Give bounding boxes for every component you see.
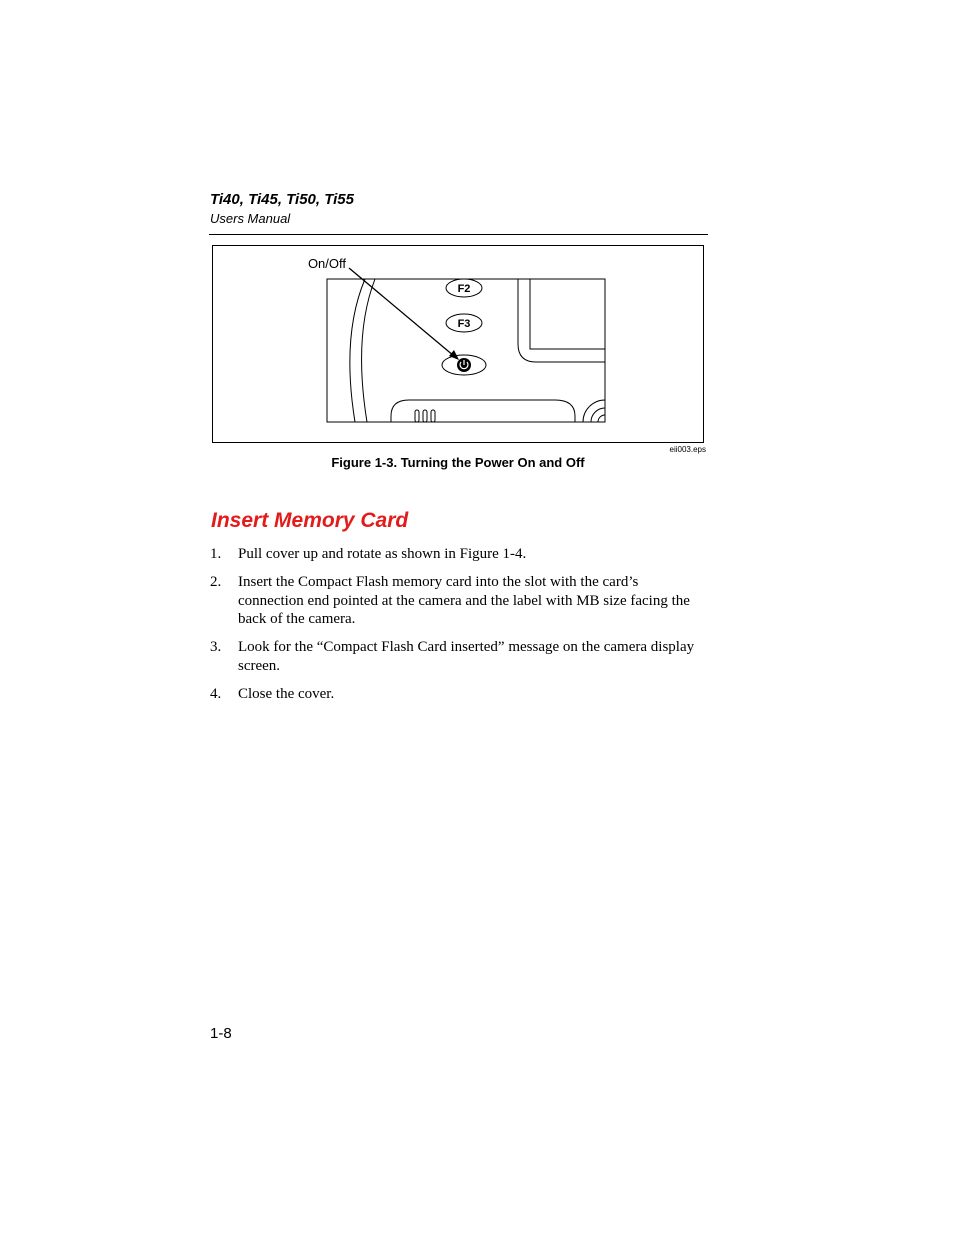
- step-text: Close the cover.: [238, 686, 335, 703]
- step-text: Insert the Compact Flash memory card into the slot with the card’s connection end pointed at the camera and the label with MB size facing the back of the camera.: [238, 574, 690, 628]
- camera-left-edge-inner: [362, 279, 375, 422]
- vent-slot: [431, 410, 435, 422]
- list-item: [210, 638, 700, 675]
- step-number: 1.: [210, 546, 222, 562]
- lens-arc: [598, 415, 605, 422]
- figure-camera-controls: [212, 245, 704, 443]
- list-item: [210, 545, 700, 564]
- step-number: 4.: [210, 686, 222, 703]
- step-number: 3.: [210, 639, 222, 656]
- f2-button-label: F2: [457, 283, 471, 295]
- figure-file-name: eii003.eps: [669, 445, 706, 454]
- steps-list: [210, 545, 700, 713]
- vent-slot: [423, 410, 427, 422]
- on-off-label: On/Off: [307, 256, 346, 271]
- callout-arrow: [349, 268, 454, 356]
- header-rule: [209, 234, 708, 235]
- figure-caption: Figure 1-3. Turning the Power On and Off: [331, 455, 585, 470]
- step-number: 2.: [210, 574, 222, 590]
- header-title: Ti40, Ti45, Ti50, Ti55: [210, 191, 354, 208]
- step-text: Look for the “Compact Flash Card inserted” message on the camera display screen.: [238, 639, 695, 675]
- f3-button-label: F3: [457, 318, 471, 330]
- vent-slot: [415, 410, 419, 422]
- screen: [530, 279, 605, 349]
- section-heading: Insert Memory Card: [211, 509, 409, 532]
- lens-arc: [583, 400, 605, 422]
- list-item: [210, 685, 700, 704]
- page-number: 1-8: [210, 1025, 232, 1042]
- screen-frame: [518, 279, 605, 362]
- list-item: [210, 573, 700, 629]
- header-subtitle: Users Manual: [210, 211, 291, 226]
- camera-left-edge: [350, 279, 365, 422]
- step-text: Pull cover up and rotate as shown in Figure 1-4.: [238, 546, 527, 562]
- camera-illustration: [213, 246, 703, 442]
